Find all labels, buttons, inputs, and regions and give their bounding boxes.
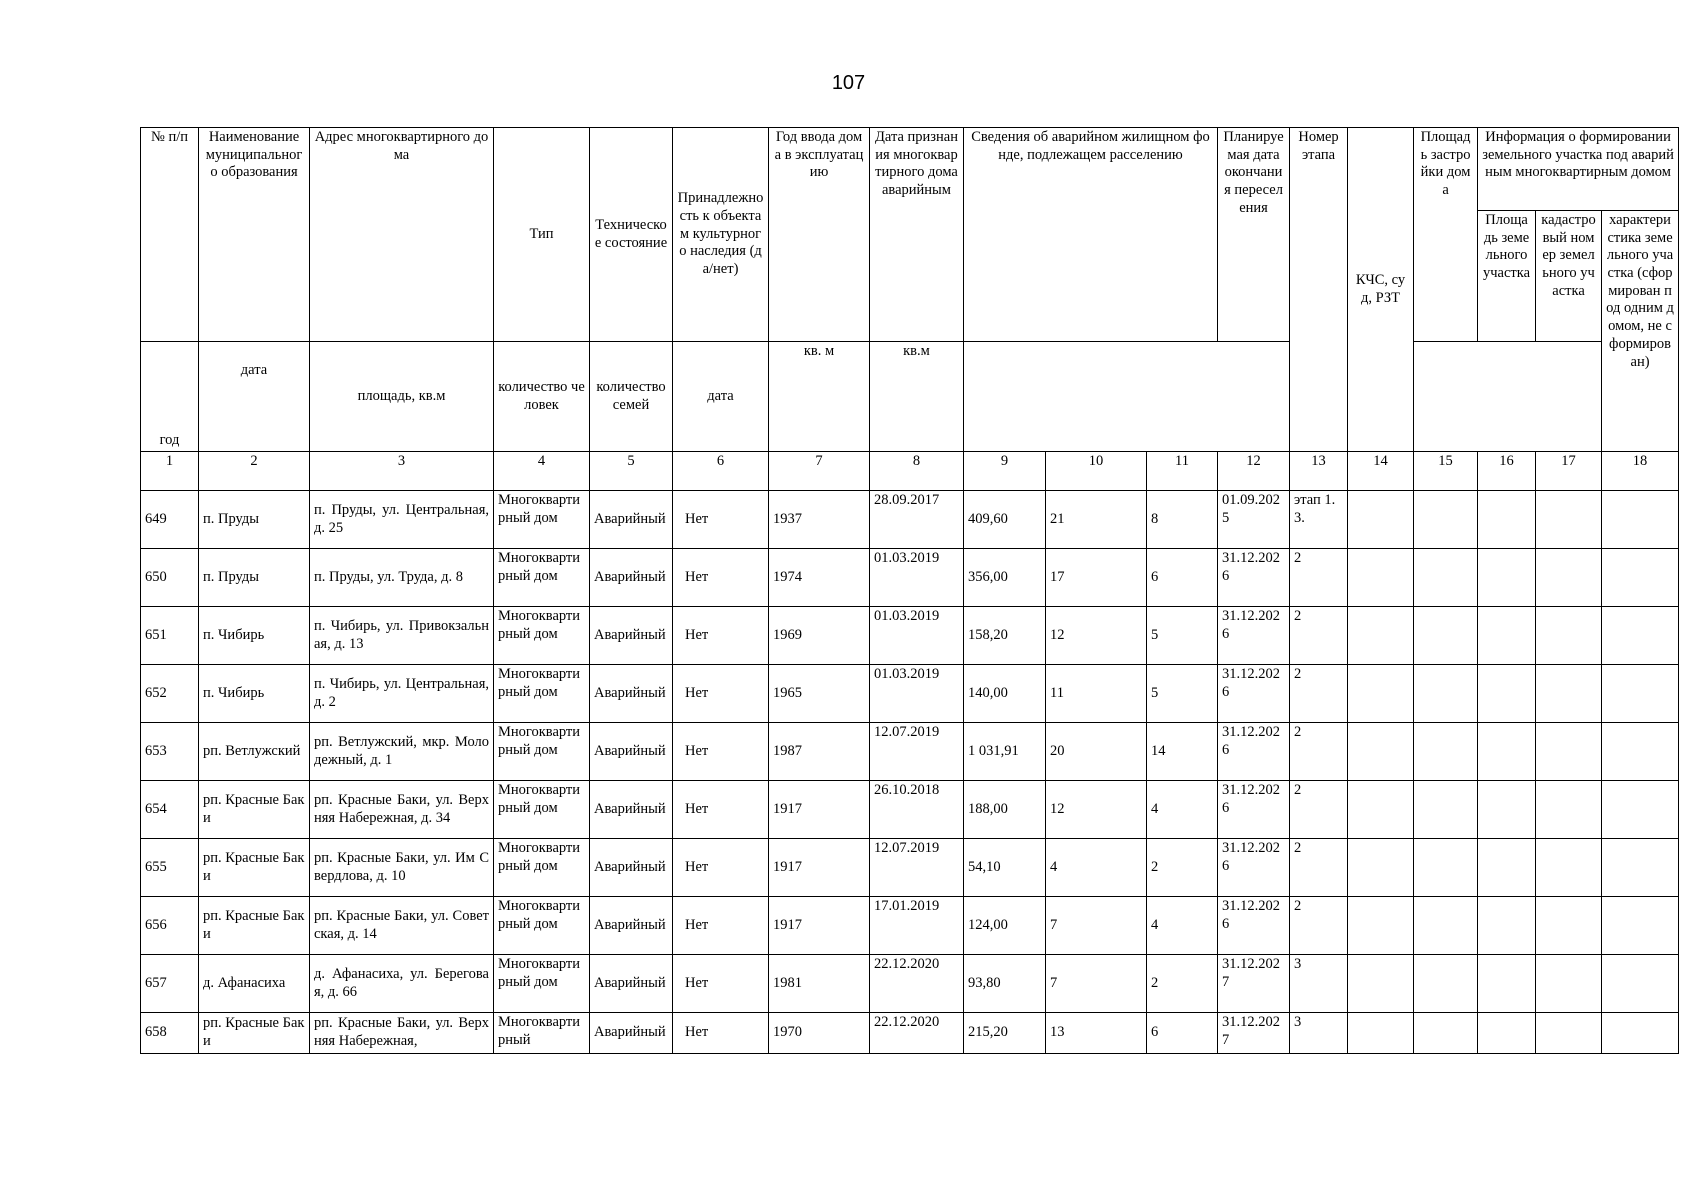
state-cell: Аварийный: [590, 781, 673, 839]
header-building-area: Площадь застройки дома: [1414, 128, 1478, 342]
table-row: [141, 491, 1679, 549]
people-cell: 7: [1046, 897, 1147, 955]
type-cell: Многоквартирный дом: [494, 723, 590, 781]
row-number: 655: [141, 839, 199, 897]
area-cell: 54,10: [964, 839, 1046, 897]
families-cell: 4: [1147, 781, 1218, 839]
column-number: 12: [1218, 452, 1290, 491]
area-cell: 1 031,91: [964, 723, 1046, 781]
year-cell: 1987: [769, 723, 870, 781]
families-cell: 2: [1147, 839, 1218, 897]
land-area-cell: [1478, 607, 1536, 665]
heritage-cell: Нет: [673, 549, 769, 607]
families-cell: 14: [1147, 723, 1218, 781]
emergency-housing-table: [140, 127, 1679, 1054]
column-number-row: [141, 452, 1679, 491]
type-cell: Многоквартирный дом: [494, 549, 590, 607]
families-cell: 5: [1147, 665, 1218, 723]
area-cell: 215,20: [964, 1013, 1046, 1054]
column-number: 13: [1290, 452, 1348, 491]
column-number: 1: [141, 452, 199, 491]
state-cell: Аварийный: [590, 897, 673, 955]
address-cell: рп. Красные Баки, ул. Им Свердлова, д. 10: [310, 839, 494, 897]
land-area-cell: [1478, 1013, 1536, 1054]
cadastral-cell: [1536, 955, 1602, 1013]
building-area-cell: [1414, 549, 1478, 607]
subheader-area: площадь, кв.м: [310, 342, 494, 452]
table-row: [141, 1013, 1679, 1054]
row-number: 649: [141, 491, 199, 549]
header-cadastral-number: кадастровый номер земельного участка: [1536, 211, 1602, 342]
cadastral-cell: [1536, 723, 1602, 781]
area-cell: 409,60: [964, 491, 1046, 549]
table-row: [141, 665, 1679, 723]
heritage-cell: Нет: [673, 781, 769, 839]
row-number: 657: [141, 955, 199, 1013]
stage-cell: 2: [1290, 549, 1348, 607]
cadastral-cell: [1536, 607, 1602, 665]
state-cell: Аварийный: [590, 549, 673, 607]
row-number: 653: [141, 723, 199, 781]
header-planned-date: Планируемая дата окончания переселения: [1218, 128, 1290, 342]
row-number: 656: [141, 897, 199, 955]
address-cell: рп. Красные Баки, ул. Верхняя Набережная, д. 34: [310, 781, 494, 839]
state-cell: Аварийный: [590, 607, 673, 665]
recognition-date-cell: 01.03.2019: [870, 549, 964, 607]
land-area-cell: [1478, 955, 1536, 1013]
type-cell: Многоквартирный дом: [494, 955, 590, 1013]
cadastral-cell: [1536, 839, 1602, 897]
municipality-cell: п. Чибирь: [199, 665, 310, 723]
planned-date-cell: 31.12.2026: [1218, 665, 1290, 723]
cadastral-cell: [1536, 897, 1602, 955]
table-row: [141, 607, 1679, 665]
kchs-cell: [1348, 839, 1414, 897]
stage-cell: 3: [1290, 955, 1348, 1013]
planned-date-cell: 31.12.2027: [1218, 1013, 1290, 1054]
area-cell: 356,00: [964, 549, 1046, 607]
recognition-date-cell: 12.07.2019: [870, 839, 964, 897]
land-characteristic-cell: [1602, 723, 1679, 781]
land-characteristic-cell: [1602, 549, 1679, 607]
column-number: 17: [1536, 452, 1602, 491]
type-cell: Многоквартирный дом: [494, 897, 590, 955]
planned-date-cell: 01.09.2025: [1218, 491, 1290, 549]
header-stage-number: Номер этапа: [1290, 128, 1348, 452]
row-number: 651: [141, 607, 199, 665]
column-number: 11: [1147, 452, 1218, 491]
heritage-cell: Нет: [673, 839, 769, 897]
state-cell: Аварийный: [590, 839, 673, 897]
address-cell: д. Афанасиха, ул. Береговая, д. 66: [310, 955, 494, 1013]
building-area-cell: [1414, 955, 1478, 1013]
year-cell: 1965: [769, 665, 870, 723]
column-number: 7: [769, 452, 870, 491]
land-characteristic-cell: [1602, 607, 1679, 665]
type-cell: Многоквартирный дом: [494, 491, 590, 549]
stage-cell: 3: [1290, 1013, 1348, 1054]
recognition-date-cell: 26.10.2018: [870, 781, 964, 839]
header-land-characteristic: характеристика земельного участка (сформирован под одним домом, не сформирован): [1602, 211, 1679, 452]
header-land-plot-info: Информация о формировании земельного участка под аварийным многоквартирным домом: [1478, 128, 1679, 211]
column-number: 5: [590, 452, 673, 491]
cadastral-cell: [1536, 781, 1602, 839]
people-cell: 7: [1046, 955, 1147, 1013]
column-number: 9: [964, 452, 1046, 491]
header-technical-state: Техническое состояние: [590, 128, 673, 342]
column-number: 10: [1046, 452, 1147, 491]
address-cell: п. Чибирь, ул. Привокзальная, д. 13: [310, 607, 494, 665]
column-number: 2: [199, 452, 310, 491]
year-cell: 1981: [769, 955, 870, 1013]
families-cell: 6: [1147, 549, 1218, 607]
kchs-cell: [1348, 607, 1414, 665]
kchs-cell: [1348, 781, 1414, 839]
land-area-cell: [1478, 723, 1536, 781]
row-number: 658: [141, 1013, 199, 1054]
table-row: [141, 549, 1679, 607]
planned-date-cell: 31.12.2026: [1218, 897, 1290, 955]
land-characteristic-cell: [1602, 1013, 1679, 1054]
cadastral-cell: [1536, 665, 1602, 723]
kchs-cell: [1348, 491, 1414, 549]
building-area-cell: [1414, 897, 1478, 955]
planned-date-cell: 31.12.2026: [1218, 839, 1290, 897]
land-area-cell: [1478, 549, 1536, 607]
kchs-cell: [1348, 1013, 1414, 1054]
header-land-area: Площадь земельного участка: [1478, 211, 1536, 342]
column-number: 4: [494, 452, 590, 491]
header-heritage: Принадлежность к объектам культурного наследия (да/нет): [673, 128, 769, 342]
planned-date-cell: 31.12.2026: [1218, 549, 1290, 607]
column-number: 15: [1414, 452, 1478, 491]
year-cell: 1917: [769, 897, 870, 955]
subheader-date: дата: [199, 342, 310, 452]
recognition-date-cell: 22.12.2020: [870, 955, 964, 1013]
header-address: Адрес многоквартирного дома: [310, 128, 494, 342]
type-cell: Многоквартирный дом: [494, 781, 590, 839]
heritage-cell: Нет: [673, 955, 769, 1013]
kchs-cell: [1348, 665, 1414, 723]
kchs-cell: [1348, 955, 1414, 1013]
families-cell: 5: [1147, 607, 1218, 665]
land-characteristic-cell: [1602, 897, 1679, 955]
address-cell: п. Пруды, ул. Труда, д. 8: [310, 549, 494, 607]
year-cell: 1917: [769, 781, 870, 839]
header-emergency-fund: Сведения об аварийном жилищном фонде, подлежащем расселению: [964, 128, 1218, 342]
municipality-cell: п. Пруды: [199, 549, 310, 607]
people-cell: 20: [1046, 723, 1147, 781]
heritage-cell: Нет: [673, 897, 769, 955]
heritage-cell: Нет: [673, 1013, 769, 1054]
address-cell: п. Чибирь, ул. Центральная, д. 2: [310, 665, 494, 723]
stage-cell: 2: [1290, 781, 1348, 839]
heritage-cell: Нет: [673, 491, 769, 549]
state-cell: Аварийный: [590, 1013, 673, 1054]
header-commission-year: Год ввода дома в эксплуатацию: [769, 128, 870, 342]
families-cell: 8: [1147, 491, 1218, 549]
municipality-cell: д. Афанасиха: [199, 955, 310, 1013]
building-area-cell: [1414, 491, 1478, 549]
kchs-cell: [1348, 897, 1414, 955]
table-row: [141, 955, 1679, 1013]
area-cell: 188,00: [964, 781, 1046, 839]
kchs-cell: [1348, 549, 1414, 607]
year-cell: 1970: [769, 1013, 870, 1054]
header-municipality: Наименование муниципального образования: [199, 128, 310, 342]
subheader-building-area-unit: кв. м: [769, 342, 870, 452]
column-number: 8: [870, 452, 964, 491]
planned-date-cell: 31.12.2026: [1218, 781, 1290, 839]
cadastral-cell: [1536, 549, 1602, 607]
families-cell: 6: [1147, 1013, 1218, 1054]
area-cell: 93,80: [964, 955, 1046, 1013]
row-number: 654: [141, 781, 199, 839]
planned-date-cell: 31.12.2026: [1218, 607, 1290, 665]
area-cell: 158,20: [964, 607, 1046, 665]
recognition-date-cell: 01.03.2019: [870, 665, 964, 723]
people-cell: 13: [1046, 1013, 1147, 1054]
families-cell: 4: [1147, 897, 1218, 955]
stage-cell: 2: [1290, 607, 1348, 665]
municipality-cell: рп. Ветлужский: [199, 723, 310, 781]
type-cell: Многоквартирный дом: [494, 607, 590, 665]
header-row-number: № п/п: [141, 128, 199, 342]
row-number: 652: [141, 665, 199, 723]
municipality-cell: рп. Красные Баки: [199, 897, 310, 955]
subheader-people: количество человек: [494, 342, 590, 452]
stage-cell: 2: [1290, 665, 1348, 723]
year-cell: 1937: [769, 491, 870, 549]
cadastral-cell: [1536, 491, 1602, 549]
building-area-cell: [1414, 781, 1478, 839]
state-cell: Аварийный: [590, 491, 673, 549]
header-type: Тип: [494, 128, 590, 342]
stage-cell: 2: [1290, 897, 1348, 955]
recognition-date-cell: 28.09.2017: [870, 491, 964, 549]
year-cell: 1917: [769, 839, 870, 897]
type-cell: Многоквартирный дом: [494, 665, 590, 723]
address-cell: рп. Красные Баки, ул. Верхняя Набережная,: [310, 1013, 494, 1054]
type-cell: Многоквартирный: [494, 1013, 590, 1054]
state-cell: Аварийный: [590, 723, 673, 781]
recognition-date-cell: 22.12.2020: [870, 1013, 964, 1054]
heritage-cell: Нет: [673, 723, 769, 781]
building-area-cell: [1414, 607, 1478, 665]
address-cell: рп. Красные Баки, ул. Советская, д. 14: [310, 897, 494, 955]
column-number: 14: [1348, 452, 1414, 491]
municipality-cell: п. Пруды: [199, 491, 310, 549]
column-number: 16: [1478, 452, 1536, 491]
state-cell: Аварийный: [590, 955, 673, 1013]
land-characteristic-cell: [1602, 781, 1679, 839]
table-row: [141, 723, 1679, 781]
planned-date-cell: 31.12.2026: [1218, 723, 1290, 781]
subheader-land-area-unit: кв.м: [870, 342, 964, 452]
table-row: [141, 897, 1679, 955]
page-number: 107: [831, 72, 866, 94]
state-cell: Аварийный: [590, 665, 673, 723]
year-cell: 1974: [769, 549, 870, 607]
recognition-date-cell: 17.01.2019: [870, 897, 964, 955]
municipality-cell: рп. Красные Баки: [199, 839, 310, 897]
heritage-cell: Нет: [673, 665, 769, 723]
address-cell: рп. Ветлужский, мкр. Молодежный, д. 1: [310, 723, 494, 781]
families-cell: 2: [1147, 955, 1218, 1013]
cadastral-cell: [1536, 1013, 1602, 1054]
kchs-cell: [1348, 723, 1414, 781]
subheader-planned-date: дата: [673, 342, 769, 452]
heritage-cell: Нет: [673, 607, 769, 665]
column-number: 18: [1602, 452, 1679, 491]
building-area-cell: [1414, 723, 1478, 781]
area-cell: 140,00: [964, 665, 1046, 723]
column-number: 3: [310, 452, 494, 491]
address-cell: п. Пруды, ул. Центральная, д. 25: [310, 491, 494, 549]
planned-date-cell: 31.12.2027: [1218, 955, 1290, 1013]
land-characteristic-cell: [1602, 491, 1679, 549]
recognition-date-cell: 01.03.2019: [870, 607, 964, 665]
land-area-cell: [1478, 839, 1536, 897]
people-cell: 4: [1046, 839, 1147, 897]
type-cell: Многоквартирный дом: [494, 839, 590, 897]
land-characteristic-cell: [1602, 665, 1679, 723]
people-cell: 12: [1046, 607, 1147, 665]
table-row: [141, 839, 1679, 897]
table-row: [141, 781, 1679, 839]
municipality-cell: п. Чибирь: [199, 607, 310, 665]
stage-cell: этап 1.3.: [1290, 491, 1348, 549]
people-cell: 21: [1046, 491, 1147, 549]
people-cell: 17: [1046, 549, 1147, 607]
column-number: 6: [673, 452, 769, 491]
header-recognition-date: Дата признания многоквартирного дома аварийным: [870, 128, 964, 342]
people-cell: 12: [1046, 781, 1147, 839]
header-kchs: КЧС, суд, РЗТ: [1348, 128, 1414, 452]
land-characteristic-cell: [1602, 955, 1679, 1013]
stage-cell: 2: [1290, 723, 1348, 781]
stage-cell: 2: [1290, 839, 1348, 897]
municipality-cell: рп. Красные Баки: [199, 781, 310, 839]
building-area-cell: [1414, 839, 1478, 897]
land-area-cell: [1478, 897, 1536, 955]
land-area-cell: [1478, 781, 1536, 839]
recognition-date-cell: 12.07.2019: [870, 723, 964, 781]
row-number: 650: [141, 549, 199, 607]
building-area-cell: [1414, 1013, 1478, 1054]
land-area-cell: [1478, 665, 1536, 723]
building-area-cell: [1414, 665, 1478, 723]
land-area-cell: [1478, 491, 1536, 549]
land-characteristic-cell: [1602, 839, 1679, 897]
area-cell: 124,00: [964, 897, 1046, 955]
municipality-cell: рп. Красные Баки: [199, 1013, 310, 1054]
year-cell: 1969: [769, 607, 870, 665]
subheader-year: год: [141, 342, 199, 452]
people-cell: 11: [1046, 665, 1147, 723]
subheader-families: количество семей: [590, 342, 673, 452]
